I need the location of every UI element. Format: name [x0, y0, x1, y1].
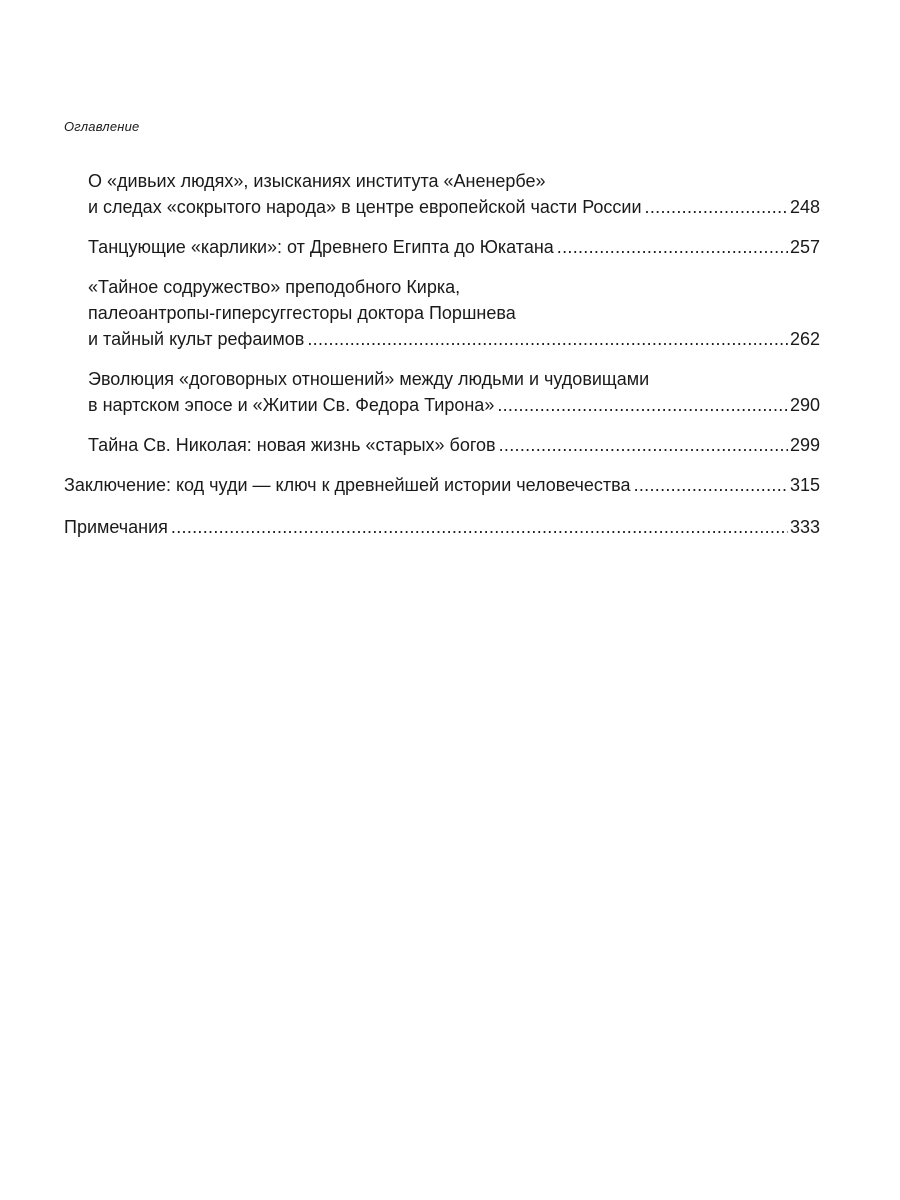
- toc-entry-title-line: и следах «сокрытого народа» в центре европейской части России: [88, 197, 642, 217]
- toc-entry: [64, 514, 820, 540]
- toc-entry-page-number: 257: [789, 237, 820, 257]
- toc-entry: [64, 168, 820, 220]
- toc-entry: [64, 234, 820, 260]
- toc-entry-page-number: 262: [789, 329, 820, 349]
- dot-leader: [645, 194, 788, 220]
- toc-entry-page-number: 248: [789, 197, 820, 217]
- toc-entry: [64, 432, 820, 458]
- toc-entry: [64, 274, 820, 352]
- toc-entry: [64, 472, 820, 498]
- dot-leader: [307, 326, 788, 352]
- toc-entry-page-number: 299: [789, 435, 820, 455]
- toc-entry-last-line: [88, 194, 820, 220]
- dot-leader: [557, 234, 788, 260]
- toc-entry-last-line: [64, 472, 820, 498]
- running-head: Оглавление: [64, 119, 140, 134]
- toc-entry-title-line: «Тайное содружество» преподобного Кирка,: [88, 277, 461, 297]
- dot-leader: [499, 432, 788, 458]
- toc-entry-title-line: Танцующие «карлики»: от Древнего Египта до Юкатана: [88, 237, 554, 257]
- dot-leader: [171, 514, 788, 540]
- toc-entry-last-line: [88, 326, 820, 352]
- toc-entry-title-line: палеоантропы-гиперсуггесторы доктора Поршнева: [88, 303, 516, 323]
- toc-entry-page-number: 290: [789, 395, 820, 415]
- toc-entry-last-line: [88, 392, 820, 418]
- toc-entry-last-line: [64, 514, 820, 540]
- dot-leader: [497, 392, 788, 418]
- toc-entry-last-line: [88, 432, 820, 458]
- toc-entry-title-line: Заключение: код чуди — ключ к древнейшей истории человечества: [64, 475, 631, 495]
- toc-entry-title-line: Эволюция «договорных отношений» между людьми и чудовищами: [88, 369, 650, 389]
- dot-leader: [634, 472, 788, 498]
- toc-entry-page-number: 333: [789, 517, 820, 537]
- toc-entry-title-line: Тайна Св. Николая: новая жизнь «старых» богов: [88, 435, 496, 455]
- toc-entry-page-number: 315: [789, 475, 820, 495]
- toc-entry-title-line: и тайный культ рефаимов: [88, 329, 305, 349]
- toc-entry-title-line: в нартском эпосе и «Житии Св. Федора Тирона»: [88, 395, 495, 415]
- toc-entry-title-line: О «дивьих людях», изысканиях института «Аненербе»: [88, 171, 546, 191]
- table-of-contents: [64, 168, 820, 540]
- toc-entry-last-line: [88, 234, 820, 260]
- toc-entry: [64, 366, 820, 418]
- toc-entry-title-line: Примечания: [64, 517, 168, 537]
